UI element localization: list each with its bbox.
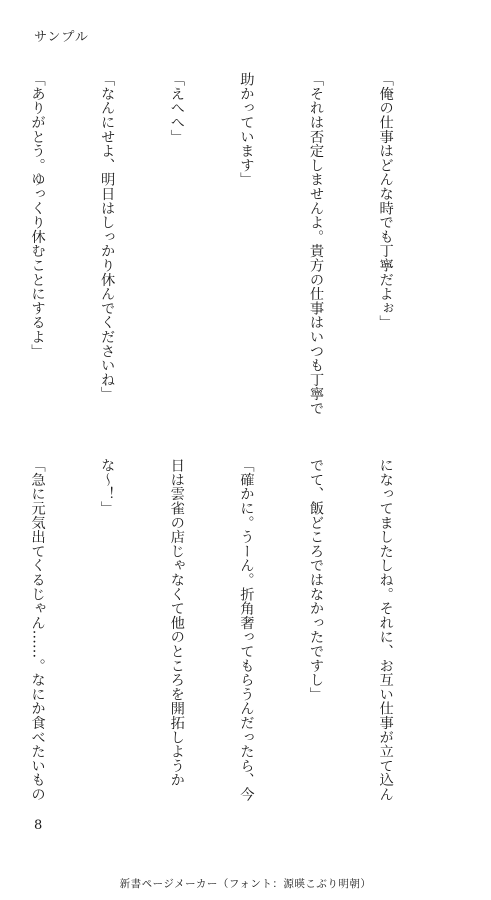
footer-credit: 新書ページメーカー（フォント：源暎こぶり明朝） xyxy=(119,878,372,890)
text-line: 日は雲雀の店じゃなくて他のところを開拓しようか xyxy=(168,458,185,787)
text-line: 「えへへ」 xyxy=(168,72,185,144)
text-line: でて、飯どころではなかったですし」 xyxy=(307,458,324,702)
text-line: になってましたしね。それに、お互い仕事が立て込ん xyxy=(377,458,394,802)
text-line: 「俺の仕事はどんな時でも丁寧だよぉ」 xyxy=(377,72,394,330)
text-line: 「なんにせよ、明日はしっかり休んでくださいね」 xyxy=(99,72,116,401)
text-line: 「それは否定しませんよ。貴方の仕事はいつも丁寧で xyxy=(307,72,324,416)
text-line: 助かっています」 xyxy=(238,72,255,187)
text-line: な～！」 xyxy=(99,458,116,516)
text-line: 「急に元気出てくるじゃん……。なにか食べたいもの xyxy=(29,458,46,802)
text-line: 「確かに。うーん。折角奢ってもらうんだったら、今 xyxy=(238,458,255,802)
lower-text-block xyxy=(29,458,443,806)
page-header-title: サンプル xyxy=(34,30,89,45)
upper-text-block xyxy=(29,72,443,420)
page-number: 8 xyxy=(34,818,43,833)
text-line: 「ありがとう。ゆっくり休むことにするよ」 xyxy=(29,72,46,358)
